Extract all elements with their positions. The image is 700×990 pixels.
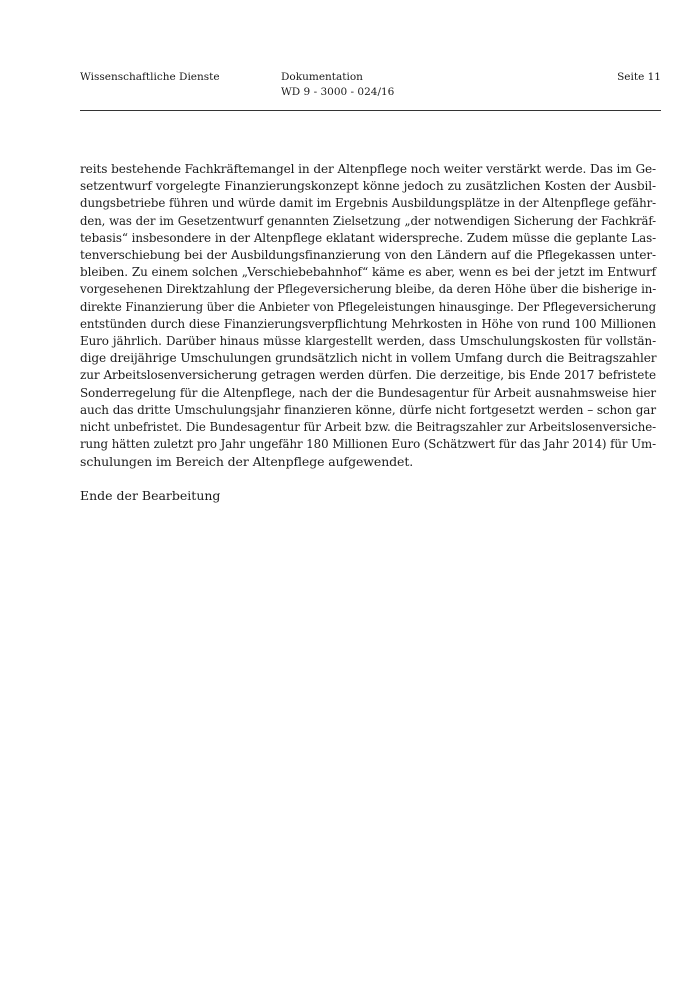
body-line: zur Arbeitslosenversicherung getragen werden dürfen. Die derzeitige, bis Ende 2017 befristete bbox=[80, 368, 656, 383]
body-line: Euro jährlich. Darüber hinaus müsse klargestellt werden, dass Umschulungskosten für vollstän- bbox=[80, 334, 656, 349]
header-organization: Wissenschaftliche Dienste bbox=[80, 71, 220, 83]
header-doc-number: WD 9 - 3000 - 024/16 bbox=[281, 86, 395, 98]
body-line: direkte Finanzierung über die Anbieter von Pflegeleistungen hinausginge. Der Pflegeversicherung bbox=[80, 299, 656, 314]
body-line: entstünden durch diese Finanzierungsverpflichtung Mehrkosten in Höhe von rund 100 Millionen bbox=[80, 316, 656, 331]
header-document-info bbox=[281, 70, 394, 100]
body-line: setzentwurf vorgelegte Finanzierungskonzept könne jedoch zu zusätzlichen Kosten der Ausbil- bbox=[80, 179, 656, 194]
end-of-processing-note: Ende der Bearbeitung bbox=[80, 488, 221, 503]
body-line: dungsbetriebe führen und würde damit im Ergebnis Ausbildungsplätze in der Altenpflege gefähr- bbox=[80, 196, 656, 211]
body-line: dige dreijährige Umschulungen grundsätzlich nicht in vollem Umfang durch die Beitragszahler bbox=[80, 351, 657, 366]
body-line: schulungen im Bereich der Altenpflege aufgewendet. bbox=[80, 454, 414, 470]
header-doc-type: Dokumentation bbox=[281, 71, 363, 83]
body-line: reits bestehende Fachkräftemangel in der Altenpflege noch weiter verstärkt werde. Das im Ge- bbox=[80, 162, 657, 176]
header-divider bbox=[80, 110, 661, 111]
page-header bbox=[80, 70, 661, 110]
body-line: tenverschiebung bei der Ausbildungsfinanzierung von den Ländern auf die Pflegekassen unter- bbox=[80, 248, 656, 263]
body-line: vorgesehenen Direktzahlung der Pflegeversicherung bleibe, da deren Höhe über die bisherige in- bbox=[80, 282, 657, 297]
body-line: tebasis“ insbesondere in der Altenpflege eklatant widerspreche. Zudem müsse die geplante Las- bbox=[80, 230, 656, 245]
body-line: Sonderregelung für die Altenpflege, nach der die Bundesagentur für Arbeit ausnahmsweise hier bbox=[80, 385, 656, 400]
body-line: bleiben. Zu einem solchen „Verschiebebahnhof“ käme es aber, wenn es bei der jetzt im Entwurf bbox=[80, 265, 656, 280]
body-line: nicht unbefristet. Die Bundesagentur für Arbeit bzw. die Beitragszahler zur Arbeitslosenversiche- bbox=[80, 420, 656, 435]
body-line: auch das dritte Umschulungsjahr finanzieren könne, dürfe nicht fortgesetzt werden – schon gar bbox=[80, 402, 656, 417]
body-paragraph bbox=[80, 161, 656, 471]
header-page-number: Seite 11 bbox=[617, 71, 661, 83]
body-line: rung hätten zuletzt pro Jahr ungefähr 180 Millionen Euro (Schätzwert für das Jahr 2014) für Um- bbox=[80, 437, 656, 452]
body-line: den, was der im Gesetzentwurf genannten Zielsetzung „der notwendigen Sicherung der Fachkräf- bbox=[80, 213, 656, 228]
